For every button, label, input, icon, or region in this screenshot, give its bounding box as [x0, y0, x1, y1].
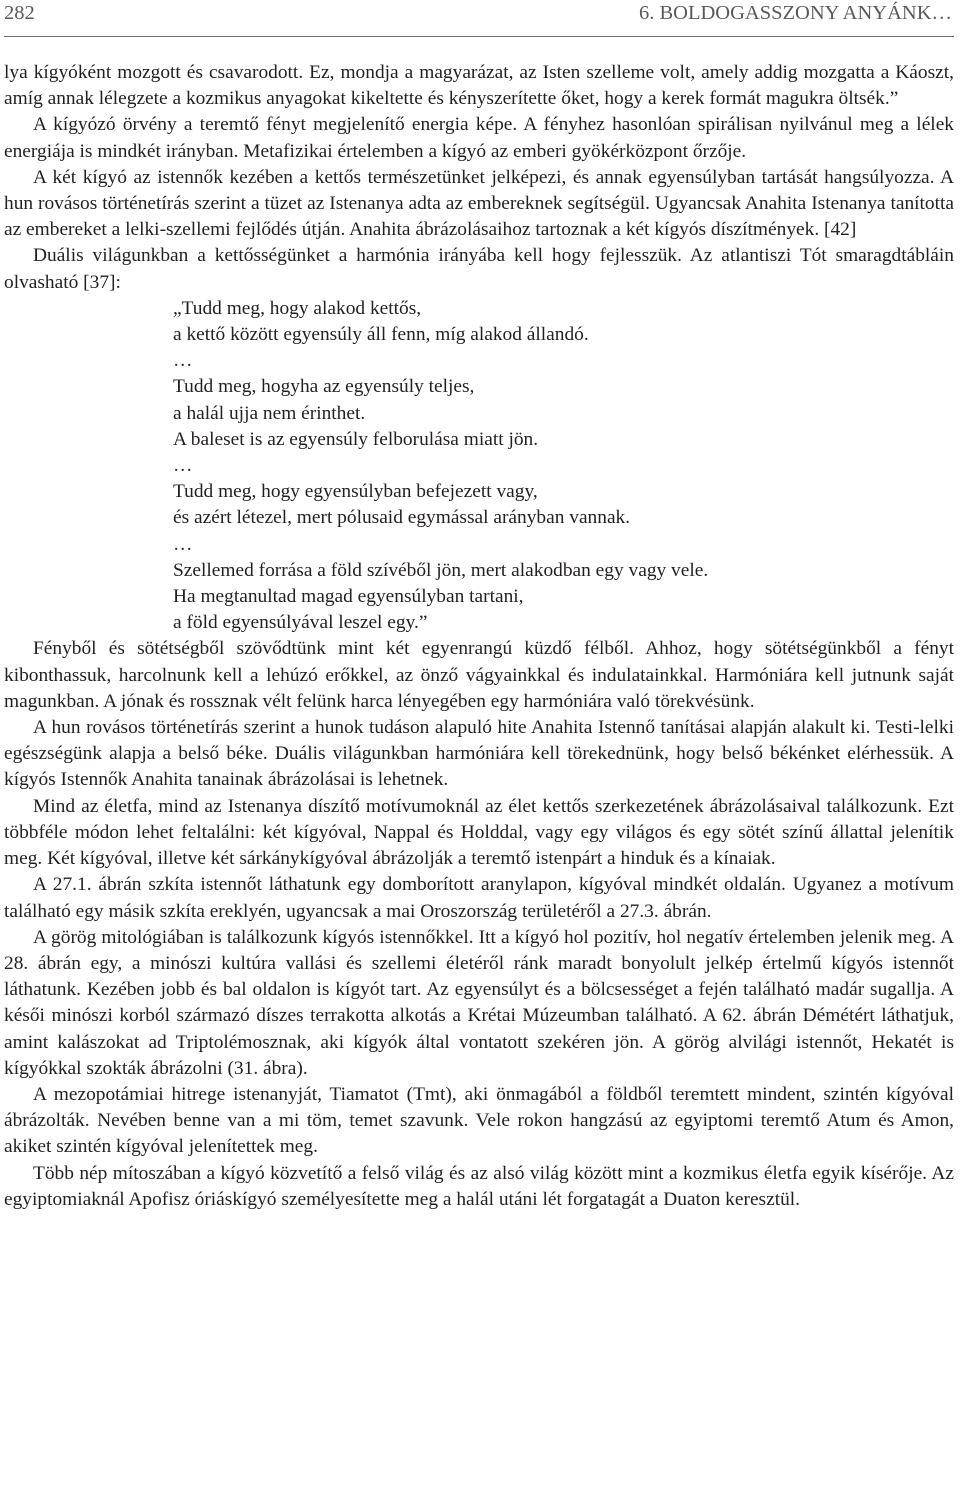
verse-line: …: [173, 350, 193, 372]
verse-line: a kettő között egyensúly áll fenn, míg alakod állandó.: [173, 324, 589, 346]
verse-line: és azért létezel, mert pólusaid egymással arányban vannak.: [173, 507, 631, 529]
verse-line: Tudd meg, hogy egyensúlyban befejezett vagy,: [173, 481, 538, 503]
paragraph: Több nép mítoszában a kígyó közvetítő a felső világ és az alsó világ között mint a kozmikus életfa egyik kísérője. Az egyiptomiaknál Apofisz óriáskígyó személyesítette meg a halál utáni lét forgatagát a Duaton keresztül.: [4, 1162, 954, 1210]
verse-line: …: [173, 533, 193, 555]
verse-line: a föld egyensúlyával leszel egy.”: [173, 612, 428, 634]
verse-line: Ha megtanultad magad egyensúlyban tartani,: [173, 586, 524, 608]
paragraph: A két kígyó az istennők kezében a kettős természetünket jelképezi, és annak egyensúlyban tartását hangsúlyozza. A hun rovásos történetírás szerint a tüzet az Istenanya adta az embereknek segítségül. Ugyancsak Anahita Istenanya tanította az embereket a lelki-szellemi fejlődés útján. Anahita ábrázolásaihoz tartoznak a két kígyós díszítmények. [42]: [4, 166, 954, 241]
paragraph: Fényből és sötétségből szövődtünk mint két egyenrangú küzdő félből. Ahhoz, hogy sötétségünkből a fényt kibonthassuk, harcolnunk kell a lehúzó erőkkel, az önző vágyainkkal és indulatainkkal. Harmóniára kell jutnunk saját magunkban. A jónak és rossznak vélt felünk harca lényegében egy harmóniára való törekvésünk.: [4, 638, 954, 712]
chapter-title: 6. BOLDOGASSZONY ANYÁNK…: [638, 2, 952, 24]
header-rule: [4, 36, 954, 37]
running-header: [4, 2, 952, 30]
paragraph: Mind az életfa, mind az Istenanya díszítő motívumoknál az élet kettős szerkezetének ábrázolásaival találkozunk. Ezt többféle módon lehet feltalálni: két kígyóval, Nappal és Holddal, vagy egy világos és egy sötét színű állattal jelenítik meg. Két kígyóval, illetve két sárkánykígyóval ábrázolják a teremtő istenpárt a hinduk és a kínaiak.: [4, 795, 954, 870]
verse-line: Tudd meg, hogyha az egyensúly teljes,: [173, 376, 475, 398]
page-body: [4, 60, 954, 1213]
paragraph: lya kígyóként mozgott és csavarodott. Ez, mondja a magyarázat, az Isten szelleme volt, amely addig mozgatta a Káoszt, amíg annak lélegzete a kozmikus anyagokat kikeltette és kényszerítette őket, hogy a kerek formát magukra öltsék.”: [4, 62, 954, 110]
verse-line: Szellemed forrása a föld szívéből jön, mert alakodban egy vagy vele.: [173, 559, 709, 581]
verse-line: a halál ujja nem érinthet.: [173, 402, 366, 424]
verse-line: A baleset is az egyensúly felborulása miatt jön.: [173, 428, 539, 450]
paragraph: A kígyózó örvény a teremtő fényt megjelenítő energia képe. A fényhez hasonlóan spirálisan nyilvánul meg a lélek energiája is mindkét irányban. Metafizikai értelemben a kígyó az emberi gyökérközpont őrzője.: [4, 114, 954, 162]
quoted-verse: [4, 296, 954, 637]
paragraph: A hun rovásos történetírás szerint a hunok tudáson alapuló hite Anahita Istennő tanításai alapján alakult ki. Testi-lelki egészségünk alapja a belső béke. Duális világunkban harmóniára kell törekednünk, hogy belső békénket elérhessük. A kígyós Istennők Anahita tanainak ábrázolásai is lehetnek.: [4, 717, 954, 791]
paragraph: A görög mitológiában is találkozunk kígyós istennőkkel. Itt a kígyó hol pozitív, hol negatív értelemben jelenik meg. A 28. ábrán egy, a minószi kultúra vallási és szellemi életéről ránk maradt bonyolult jelkép értelmű kígyós istennőt láthatunk. Kezében jobb és bal oldalon is kígyót tart. Az egyensúlyt és a bölcsességet a fején található madár sugallja. A késői minószi korból származó díszes terrakotta alkotás a Krétai Múzeumban található. A 62. ábrán Démétért láthatjuk, amint kalászokat ad Triptolémosznak, aki kígyók által vontatott szekéren jön. A görög alvilági istennőt, Hekatét is kígyókkal szokták ábrázolni (31. ábra).: [4, 926, 954, 1079]
paragraph: A 27.1. ábrán szkíta istennőt láthatunk egy domborított aranylapon, kígyóval mindkét oldalán. Ugyanez a motívum található egy másik szkíta ereklyén, ugyancsak a mai Oroszország területéről a 27.3. ábrán.: [4, 874, 954, 922]
page-number: 282: [4, 2, 35, 24]
verse-line: …: [173, 455, 193, 477]
verse-line: „Tudd meg, hogy alakod kettős,: [173, 297, 422, 319]
paragraph: A mezopotámiai hitrege istenanyját, Tiamatot (Tmt), aki önmagából a földből teremtett mindent, szintén kígyóval ábrázolták. Nevében benne van a mi töm, temet szavunk. Vele rokon hangzású az egyiptomi teremtő Atum és Amon, akiket szintén kígyóval jelenítettek meg.: [4, 1083, 954, 1158]
paragraph: Duális világunkban a kettősségünket a harmónia irányába kell hogy fejlesszük. Az atlantiszi Tót smaragdtábláin olvasható [37]:: [4, 245, 954, 293]
